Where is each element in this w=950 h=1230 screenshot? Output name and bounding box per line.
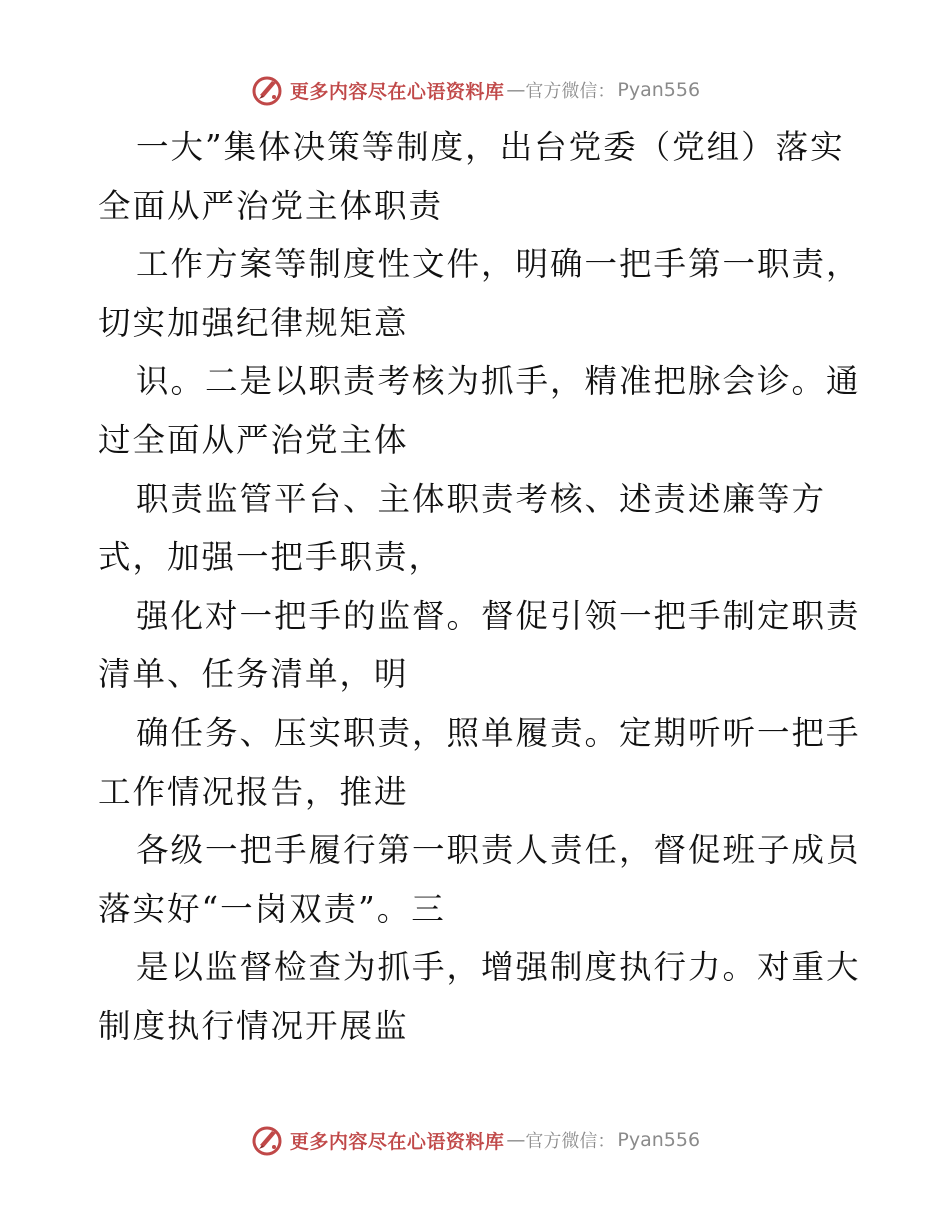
text-line: 工作情况报告，推进 [98, 772, 409, 811]
text-line: 各级一把手履行第一职责人责任，督促班子成员 [136, 831, 861, 870]
watermark-wechat-id: Pyan556 [617, 79, 701, 101]
text-line: 式，加强一把手职责， [98, 538, 444, 577]
watermark-separator: — [506, 1129, 526, 1151]
watermark-label: 官方微信： [525, 1131, 616, 1152]
text-line: 制度执行情况开展监 [98, 1006, 409, 1045]
document-body [98, 118, 861, 1056]
watermark-label: 官方微信： [525, 81, 616, 102]
text-line: 全面从严治党主体职责 [98, 186, 444, 225]
text-line: 工作方案等制度性文件，明确一把手第一职责， [136, 245, 861, 284]
footer-watermark [0, 1120, 950, 1160]
watermark-separator: — [506, 79, 526, 101]
watermark-wechat-id: Pyan556 [617, 1129, 701, 1151]
brand-logo-icon [250, 73, 284, 107]
header-watermark [0, 70, 950, 110]
brand-logo-icon [250, 1123, 284, 1157]
text-line: 是以监督检查为抓手，增强制度执行力。对重大 [136, 948, 861, 987]
text-line: 识。二是以职责考核为抓手，精准把脉会诊。通 [136, 362, 861, 401]
text-line: 过全面从严治党主体 [98, 420, 409, 459]
text-line: 切实加强纪律规矩意 [98, 303, 409, 342]
text-line: 强化对一把手的监督。督促引领一把手制定职责 [136, 596, 861, 635]
text-line: 落实好“一岗双责”。三 [98, 889, 446, 928]
text-line: 一大”集体决策等制度，出台党委（党组）落实 [136, 128, 845, 166]
watermark-brand-text: 更多内容尽在心语资料库 [289, 1130, 505, 1153]
text-line: 确任务、压实职责，照单履责。定期听听一把手 [136, 713, 861, 752]
watermark-brand-text: 更多内容尽在心语资料库 [289, 80, 505, 103]
text-line: 清单、任务清单，明 [98, 655, 409, 694]
text-line: 职责监管平台、主体职责考核、述责述廉等方 [136, 479, 827, 518]
